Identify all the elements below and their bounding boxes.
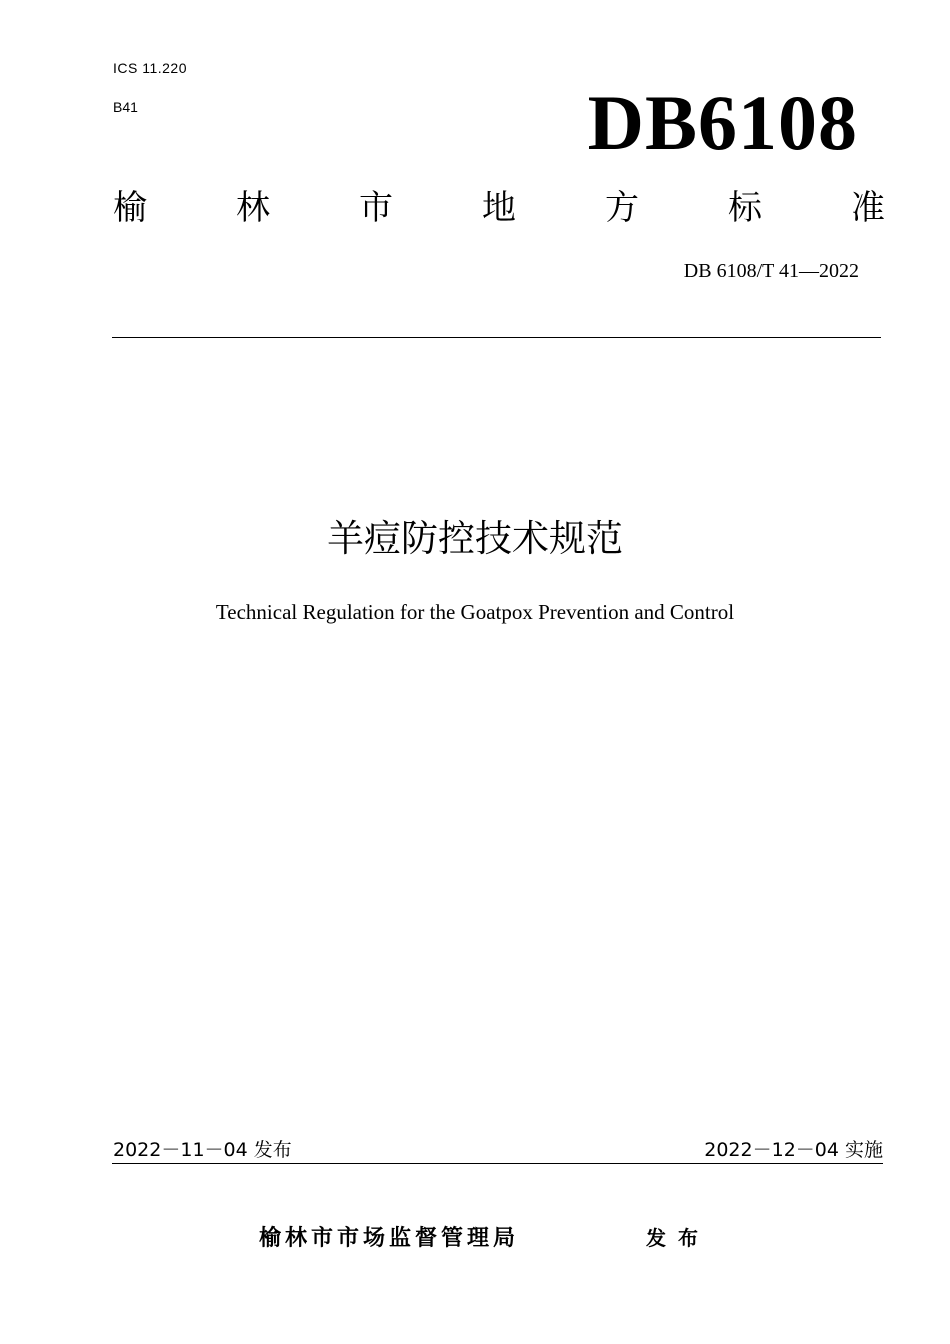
header-divider [112,337,881,338]
issue-label: 发布 [646,1226,710,1250]
issuing-authority: 榆林市市场监督管理局 [259,1226,520,1251]
footer-divider [112,1163,883,1164]
standard-type-char: 林 [236,188,270,228]
standard-type-char: 地 [482,188,516,228]
ics-code: ICS 11.220 [113,60,188,76]
standard-type-char: 标 [728,188,762,228]
standard-type-char: 准 [851,188,885,228]
publish-date: 2022－11－04 发布 [113,1139,292,1161]
standard-code: DB6108 [587,79,858,166]
standard-type-char: 市 [359,188,393,228]
implement-date: 2022－12－04 实施 [704,1139,883,1161]
title-english: Technical Regulation for the Goatpox Prevention and Control [215,600,735,624]
title-chinese: 羊痘防控技术规范 [327,517,623,560]
classification-code: B41 [113,99,138,115]
standard-type-char: 榆 [113,188,147,228]
standard-type-char: 方 [605,188,639,228]
standard-number: DB 6108/T 41—2022 [683,260,859,282]
standard-type [113,186,885,230]
